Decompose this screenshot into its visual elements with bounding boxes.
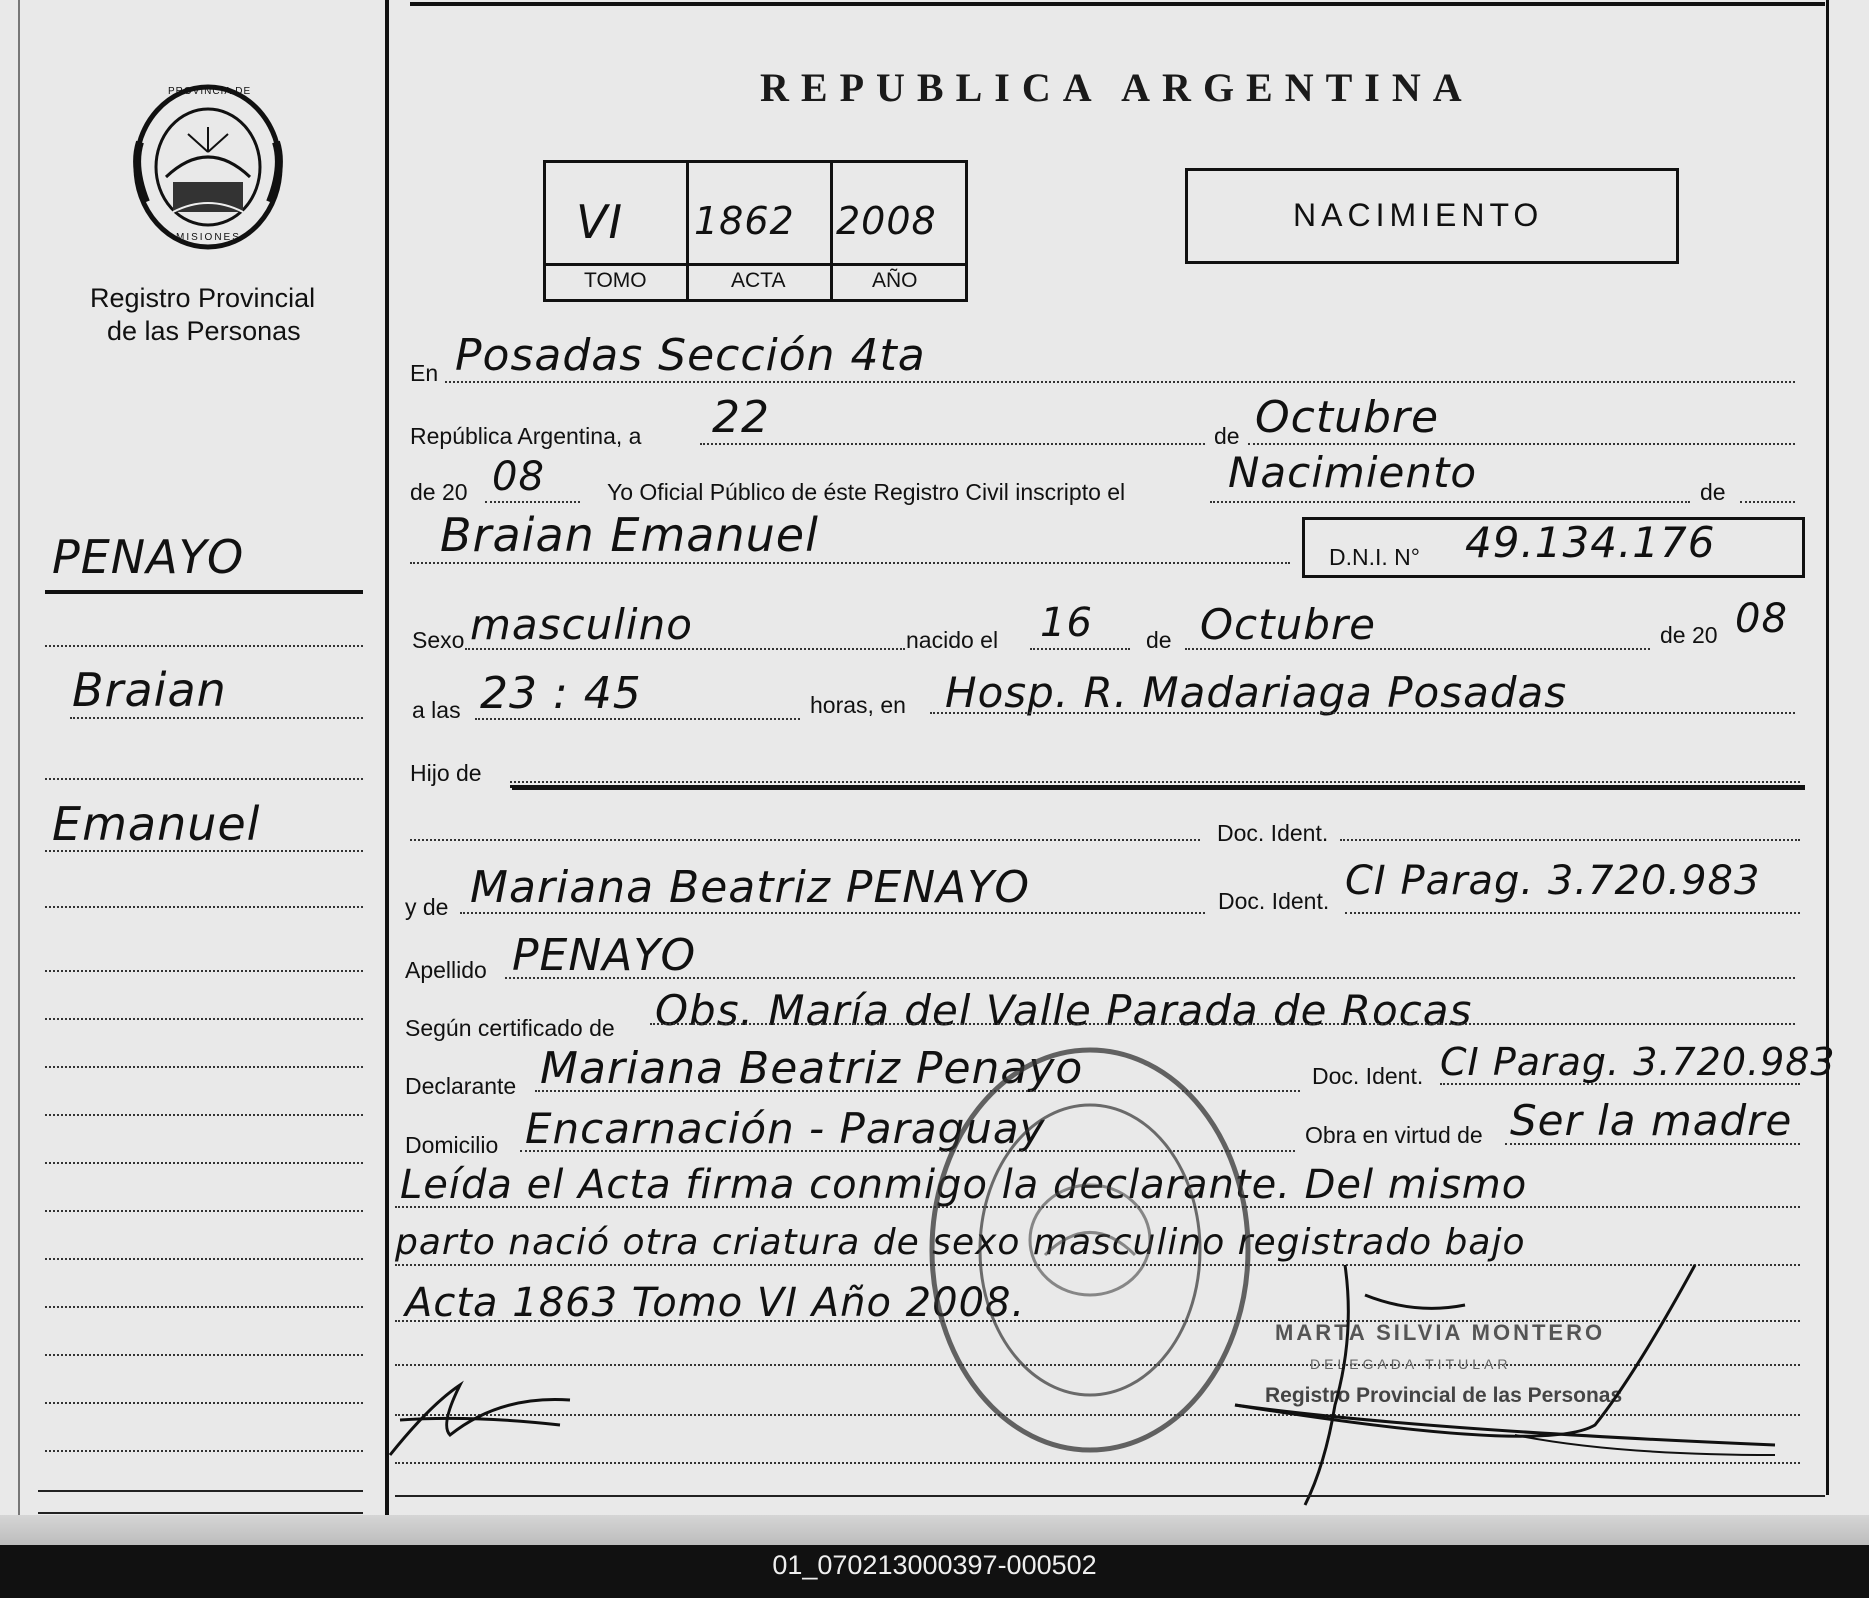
place-line	[930, 712, 1795, 714]
margin-line	[45, 1354, 363, 1356]
margin-middle-name: Emanuel	[52, 797, 261, 851]
de-label: de	[1214, 423, 1240, 449]
margin-line	[38, 1512, 363, 1514]
document-code: 01_070213000397-000502	[772, 1550, 1097, 1580]
month-line	[1248, 443, 1795, 445]
tomo-value: VI	[576, 195, 624, 249]
nacido-label: nacido el	[906, 627, 999, 653]
father-doc-line	[1340, 839, 1800, 841]
birth-day: 16	[1040, 600, 1093, 646]
registry-name-line2: de las Personas	[107, 316, 301, 346]
segun-line	[650, 1023, 1795, 1025]
year-line	[485, 501, 580, 503]
table-divider	[546, 263, 965, 266]
margin-line	[45, 970, 363, 972]
obra-label: Obra en virtud de	[1305, 1122, 1483, 1148]
sexo-line	[465, 648, 905, 650]
margin-line	[45, 1210, 363, 1212]
segun-label: Según certificado de	[405, 1015, 615, 1041]
anio-value: 2008	[836, 199, 937, 243]
margin-line	[45, 1066, 363, 1068]
registry-name-line1: Registro Provincial	[90, 283, 316, 313]
en-label: En	[410, 360, 439, 386]
hijo-label: Hijo de	[410, 760, 482, 786]
en-line	[445, 381, 1795, 383]
child-name: Braian Emanuel	[440, 508, 819, 562]
birth-year-label: de 20	[1660, 622, 1718, 648]
alas-label: a las	[412, 697, 461, 723]
doc-ident-label-1: Doc. Ident.	[1217, 820, 1329, 846]
dni-value: 49.134.176	[1465, 518, 1716, 567]
tomo-label: TOMO	[584, 269, 647, 292]
record-type-box	[1185, 168, 1679, 264]
de-label-3: de	[1146, 627, 1172, 653]
margin-line	[45, 850, 363, 852]
republica-label: República Argentina, a	[410, 423, 642, 449]
birth-month-line	[1185, 648, 1650, 650]
dni-label: D.N.I. N°	[1329, 544, 1420, 570]
inscripto-line	[1210, 501, 1690, 503]
oficial-label: Yo Oficial Público de éste Registro Civil inscripto el	[607, 479, 1126, 505]
apellido-value: PENAYO	[512, 930, 697, 981]
right-border	[1826, 0, 1829, 1495]
margin-line	[45, 1018, 363, 1020]
en-value: Posadas Sección 4ta	[455, 330, 926, 381]
left-border	[18, 0, 20, 1525]
acta-label: ACTA	[731, 269, 786, 292]
record-type: NACIMIENTO	[1293, 197, 1544, 233]
father-line	[410, 839, 1200, 841]
acta-value: 1862	[694, 199, 795, 243]
margin-line	[45, 1114, 363, 1116]
birth-month: Octubre	[1200, 600, 1377, 649]
de-label-2: de	[1700, 479, 1726, 505]
mother-name: Mariana Beatriz PENAYO	[470, 862, 1030, 913]
bottom-rule	[395, 1495, 1825, 1497]
inscripto-value: Nacimiento	[1228, 448, 1478, 497]
margin-first-name: Braian	[72, 663, 227, 717]
yde-label: y de	[405, 894, 449, 920]
hijo-line	[510, 781, 1800, 783]
official-office: Registro Provincial de las Personas	[1265, 1384, 1623, 1407]
mother-doc-line	[1345, 912, 1800, 914]
margin-line	[45, 645, 363, 647]
apellido-label: Apellido	[405, 957, 487, 983]
doc-ident-label-3: Doc. Ident.	[1312, 1063, 1424, 1089]
note-line-2: parto nació otra criatura de sexo masculino registrado bajo	[395, 1222, 1526, 1263]
time-value: 23 : 45	[480, 668, 642, 719]
name-line	[410, 562, 1290, 564]
margin-line	[38, 1490, 363, 1492]
hijo-strike	[512, 787, 1805, 790]
de-line-2	[1740, 501, 1795, 503]
top-rule	[410, 2, 1825, 6]
margin-line	[45, 778, 363, 780]
mother-line	[460, 912, 1205, 914]
declarante-doc: CI Parag. 3.720.983	[1440, 1040, 1836, 1084]
seal-bottom-text: MISIONES	[176, 232, 241, 243]
dni-box	[1302, 517, 1805, 578]
margin-surname-underline	[45, 590, 363, 594]
birth-day-line	[1030, 648, 1130, 650]
apellido-line	[505, 977, 1795, 979]
official-signature	[1215, 1255, 1815, 1515]
horas-label: horas, en	[810, 692, 906, 718]
note-line-3: Acta 1863 Tomo VI Año 2008.	[405, 1280, 1026, 1326]
margin-surname: PENAYO	[52, 530, 245, 584]
margin-line	[45, 1258, 363, 1260]
time-line	[475, 718, 800, 720]
declarante-doc-line	[1440, 1083, 1800, 1085]
year-label: de 20	[410, 479, 468, 505]
birth-year: 08	[1735, 596, 1788, 642]
segun-value: Obs. María del Valle Parada de Rocas	[655, 986, 1473, 1035]
tomo-acta-anio-table	[543, 160, 968, 302]
margin-line	[45, 1306, 363, 1308]
doc-ident-label-2: Doc. Ident.	[1218, 888, 1330, 914]
obra-value: Ser la madre	[1510, 1096, 1793, 1145]
domicilio-label: Domicilio	[405, 1132, 499, 1158]
day-value: 22	[712, 392, 770, 443]
margin-line	[45, 1402, 363, 1404]
anio-label: AÑO	[872, 269, 918, 292]
table-divider	[830, 163, 833, 299]
margin-line	[45, 906, 363, 908]
domicilio-value: Encarnación - Paraguay	[525, 1104, 1046, 1153]
month-value: Octubre	[1255, 392, 1440, 443]
obra-line	[1505, 1143, 1800, 1145]
official-round-stamp	[920, 1040, 1260, 1460]
margin-line	[45, 1450, 363, 1452]
official-title: DELEGADA TITULAR	[1310, 1356, 1512, 1372]
misiones-seal-logo	[128, 82, 288, 252]
year-value: 08	[492, 454, 545, 500]
page-title: REPUBLICA ARGENTINA	[760, 65, 1474, 110]
birth-place: Hosp. R. Madariaga Posadas	[945, 668, 1568, 717]
declarante-value: Mariana Beatriz Penayo	[540, 1043, 1084, 1094]
note-line-1: Leída el Acta firma conmigo la declarante. Del mismo	[400, 1162, 1528, 1208]
day-line	[700, 443, 1205, 445]
margin-line	[70, 717, 363, 719]
declarante-label: Declarante	[405, 1073, 517, 1099]
sexo-label: Sexo	[412, 627, 465, 653]
mother-doc: CI Parag. 3.720.983	[1345, 858, 1761, 904]
sexo-value: masculino	[470, 600, 693, 649]
declarant-signature	[380, 1365, 590, 1465]
table-divider	[686, 163, 689, 299]
margin-line	[45, 1162, 363, 1164]
seal-top-text: PROVINCIA DE	[168, 86, 252, 97]
official-name: MARTA SILVIA MONTERO	[1275, 1320, 1606, 1345]
column-divider	[385, 0, 389, 1525]
